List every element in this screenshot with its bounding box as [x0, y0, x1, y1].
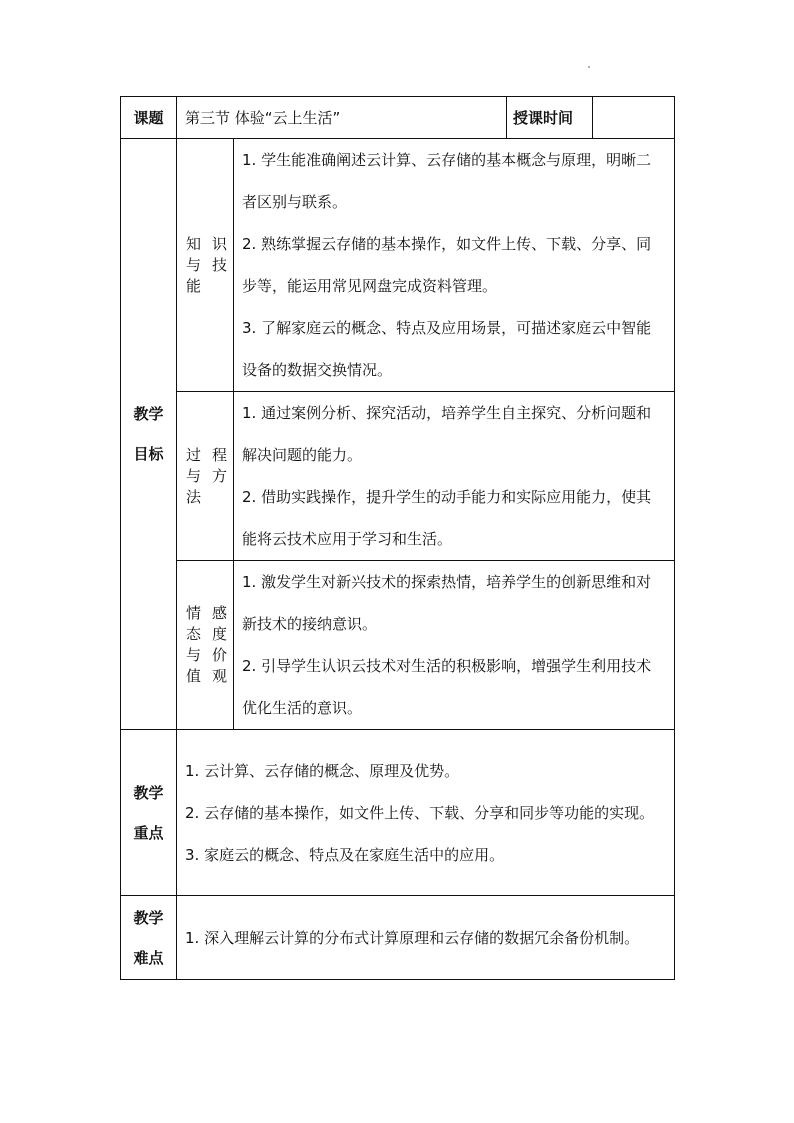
list-item: 3. 家庭云的概念、特点及在家庭生活中的应用。 — [185, 845, 505, 864]
time-label: 授课时间 — [507, 97, 593, 139]
list-item: 1. 云计算、云存储的概念、原理及优势。 — [185, 761, 460, 780]
difficulties-label-line-1: 教学 — [133, 908, 164, 927]
list-item: 2. 熟练掌握云存储的基本操作，如文件上传、下载、分享、同步等，能运用常见网盘完成资料管理。 — [242, 235, 652, 295]
emotion-label: 情感态度与价值观 — [177, 561, 234, 730]
emotion-row — [121, 561, 675, 730]
difficulties-label-line-2: 难点 — [133, 948, 164, 967]
header-row — [121, 97, 675, 139]
key-points-label — [121, 730, 177, 896]
list-item: 2. 引导学生认识云技术对生活的积极影响，增强学生利用技术优化生活的意识。 — [242, 657, 652, 717]
process-content — [234, 392, 675, 561]
key-points-label-line-1: 教学 — [133, 783, 164, 802]
list-item: 1. 深入理解云计算的分布式计算原理和云存储的数据冗余备份机制。 — [185, 928, 640, 947]
time-value — [593, 97, 675, 139]
list-item: 3. 了解家庭云的概念、特点及应用场景，可描述家庭云中智能设备的数据交换情况。 — [242, 319, 652, 379]
objectives-label — [121, 139, 177, 730]
key-points-row — [121, 730, 675, 896]
list-item: 1. 激发学生对新兴技术的探索热情，培养学生的创新思维和对新技术的接纳意识。 — [242, 573, 652, 633]
key-points-content — [177, 730, 675, 896]
process-label: 过程与方法 — [177, 392, 234, 561]
list-item: 1. 学生能准确阐述云计算、云存储的基本概念与原理，明晰二者区别与联系。 — [242, 151, 652, 211]
topic-value: 第三节 体验“云上生活” — [177, 97, 507, 139]
knowledge-content — [234, 139, 675, 392]
objectives-label-line-2: 目标 — [133, 445, 164, 463]
list-item: 2. 借助实践操作，提升学生的动手能力和实际应用能力，使其能将云技术应用于学习和生活。 — [242, 488, 652, 548]
difficulties-content — [177, 896, 675, 980]
emotion-content — [234, 561, 675, 730]
topic-label: 课题 — [121, 97, 177, 139]
list-item: 2. 云存储的基本操作，如文件上传、下载、分享和同步等功能的实现。 — [185, 803, 655, 822]
knowledge-row — [121, 139, 675, 392]
key-points-label-line-2: 重点 — [133, 823, 164, 842]
difficulties-row — [121, 896, 675, 980]
lesson-plan-table — [120, 96, 675, 980]
knowledge-label: 知识与技能 — [177, 139, 234, 392]
list-item: 1. 通过案例分析、探究活动，培养学生自主探究、分析问题和解决问题的能力。 — [242, 404, 652, 464]
objectives-label-line-1: 教学 — [133, 405, 164, 423]
page-speck — [588, 66, 590, 68]
process-row — [121, 392, 675, 561]
difficulties-label — [121, 896, 177, 980]
